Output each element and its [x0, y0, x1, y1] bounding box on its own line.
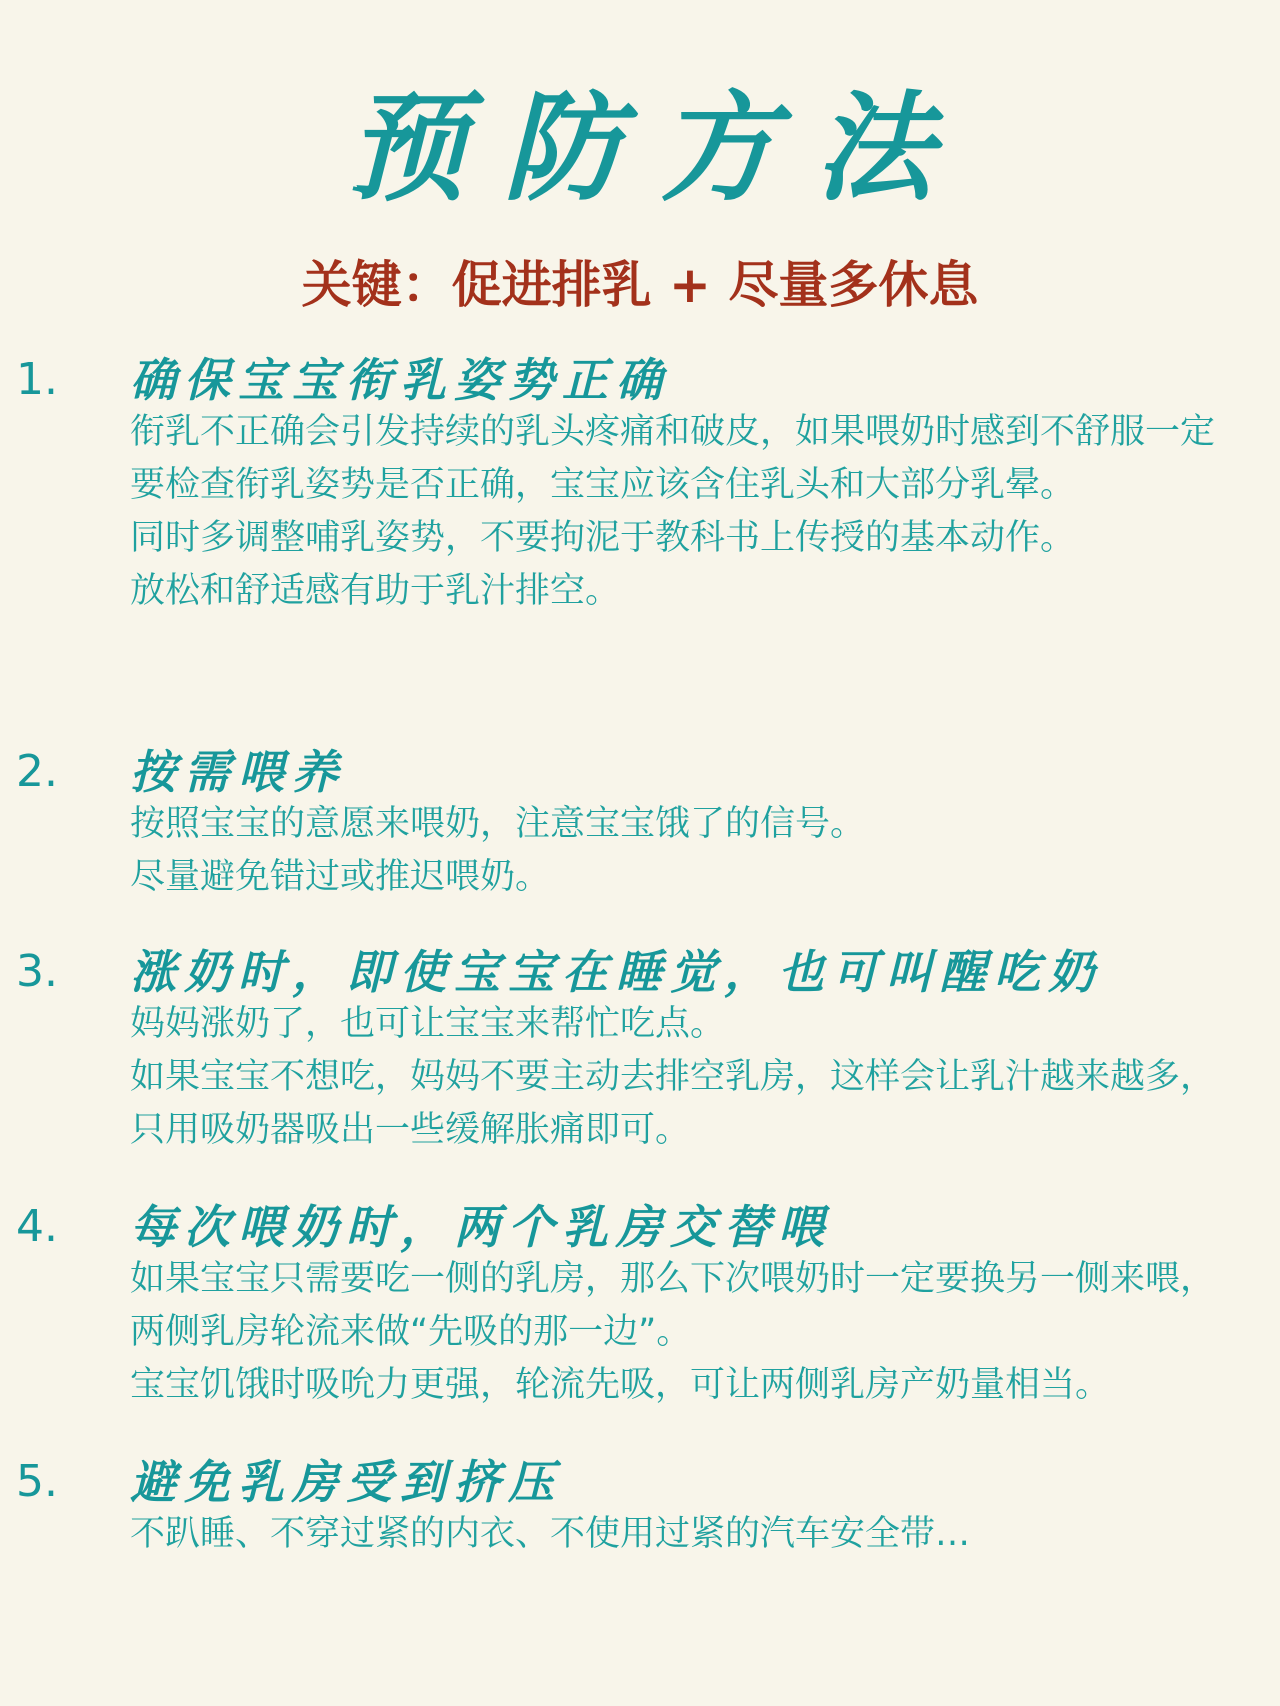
section-paragraph: 同时多调整哺乳姿势，不要拘泥于教科书上传授的基本动作。	[130, 518, 1076, 558]
section-paragraph: 宝宝饥饿时吸吮力更强，轮流先吸，可让两侧乳房产奶量相当。	[130, 1365, 1111, 1405]
section-heading: 每次喂奶时，两个乳房交替喂	[130, 1200, 832, 1254]
section-paragraph: 按照宝宝的意愿来喂奶，注意宝宝饿了的信号。	[130, 804, 866, 844]
section-number: 5.	[16, 1456, 58, 1507]
page-subtitle: 关键：促进排乳 + 尽量多休息	[301, 256, 979, 314]
section-heading: 涨奶时，即使宝宝在睡觉，也可叫醒吃奶	[130, 945, 1102, 999]
section-body	[130, 1253, 1230, 1412]
section-body	[130, 998, 1230, 1157]
section-paragraph: 不趴睡、不穿过紧的内衣、不使用过紧的汽车安全带…	[130, 1514, 971, 1554]
section-paragraph: 衔乳不正确会引发持续的乳头疼痛和破皮，如果喂奶时感到不舒服一定要检查衔乳姿势是否正确，宝宝应该含住乳头和大部分乳晕。	[130, 412, 1216, 505]
section-body	[130, 798, 1230, 904]
section-heading: 避免乳房受到挤压	[130, 1455, 562, 1509]
section-number: 3.	[16, 946, 58, 997]
section-number: 2.	[16, 746, 58, 797]
section-paragraph: 放松和舒适感有助于乳汁排空。	[130, 571, 621, 611]
section-body	[130, 406, 1230, 618]
page-title: 预防方法	[346, 78, 971, 217]
section-paragraph: 妈妈涨奶了，也可让宝宝来帮忙吃点。	[130, 1004, 726, 1044]
section-number: 1.	[16, 354, 58, 405]
section-paragraph: 如果宝宝不想吃，妈妈不要主动去排空乳房，这样会让乳汁越来越多，只用吸奶器吸出一些缓解胀痛即可。	[130, 1057, 1216, 1150]
section-heading: 按需喂养	[130, 745, 346, 799]
section-paragraph: 如果宝宝只需要吃一侧的乳房，那么下次喂奶时一定要换另一侧来喂，两侧乳房轮流来做“先吸的那一边”。	[130, 1259, 1216, 1352]
section-paragraph: 尽量避免错过或推迟喂奶。	[130, 857, 551, 897]
section-number: 4.	[16, 1201, 58, 1252]
section-body	[130, 1508, 1230, 1561]
section-heading: 确保宝宝衔乳姿势正确	[130, 353, 670, 407]
